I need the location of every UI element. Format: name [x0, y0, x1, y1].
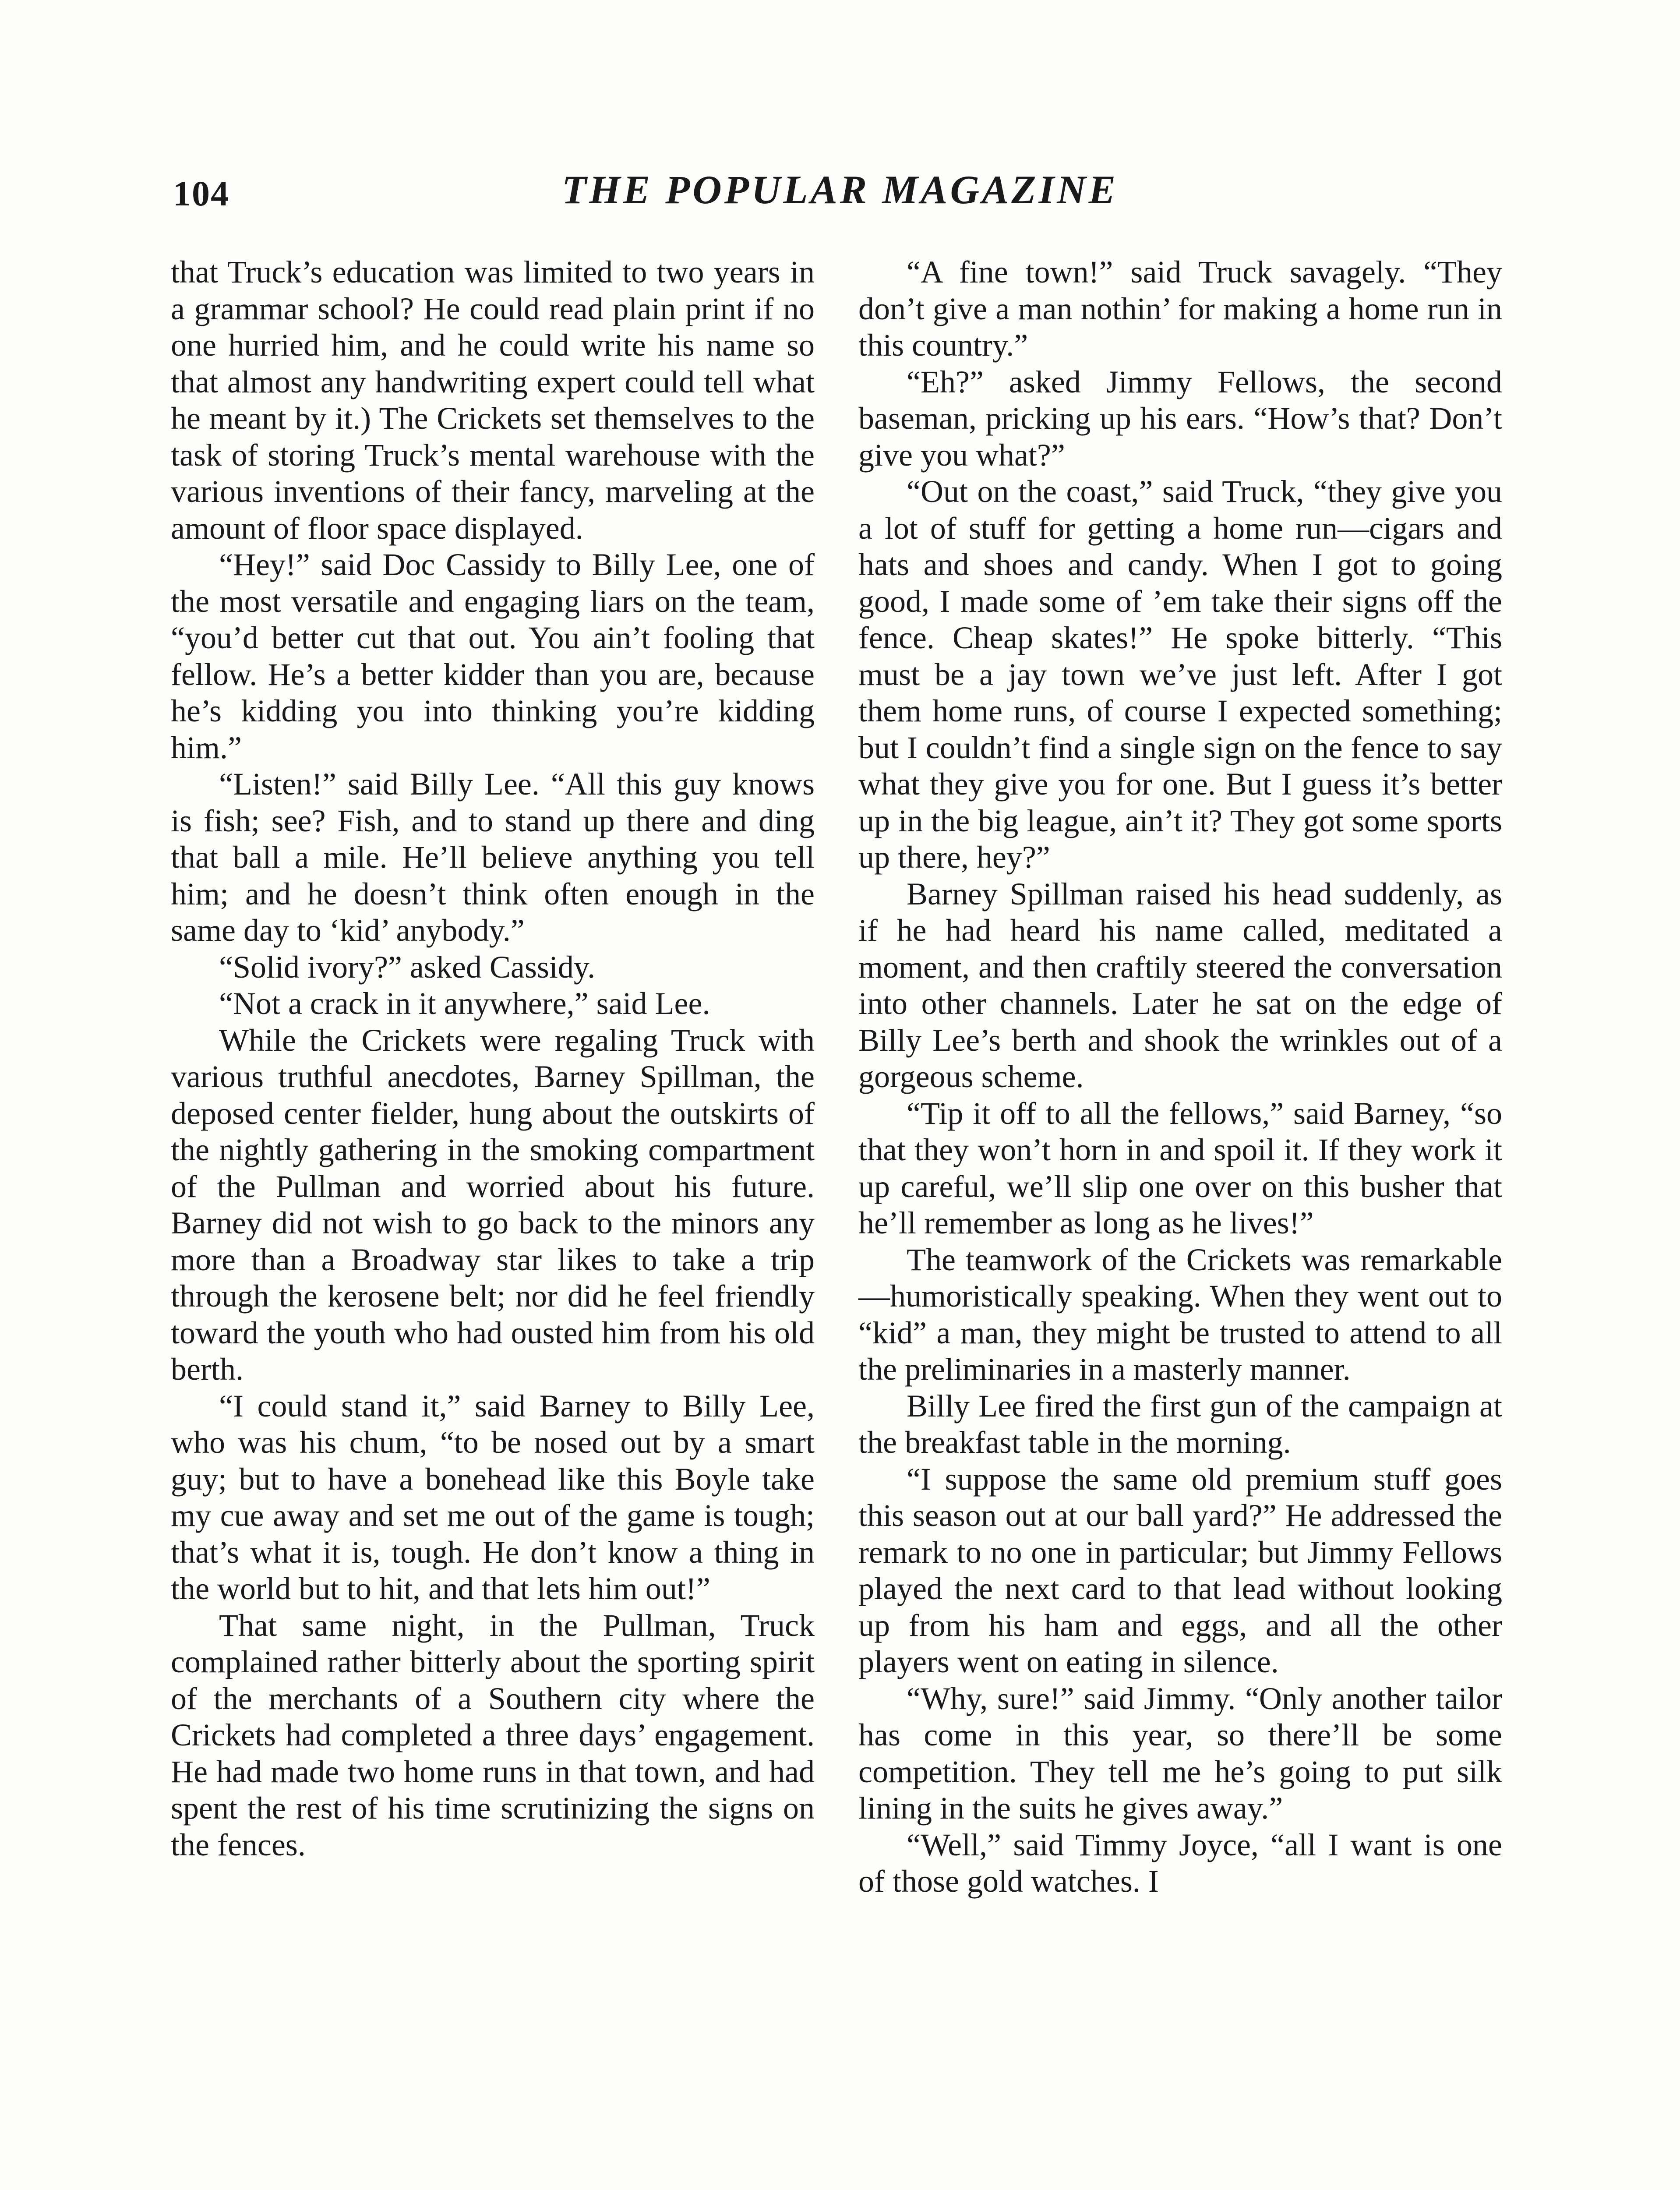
paragraph: “Not a crack in it anywhere,” said Lee. — [219, 986, 710, 1021]
paragraph: That same night, in the Pullman, Truck complained rather bitterly about the sporting spirit of the merchants of a Southern city where the Crickets had completed a three days’ engagement. He had made two home runs in that town, and had spent the rest of his time scrutinizing the signs on the fences. — [171, 1607, 815, 1862]
left-column — [171, 254, 815, 1863]
paragraph: “I suppose the same old premium stuff goes this season out at our ball yard?” He addressed the remark to no one in particular; but Jimmy Fellows played the next card to that lead without looking up from his ham and eggs, and all the other players went on eating in silence. — [858, 1461, 1502, 1679]
paragraph: “Out on the coast,” said Truck, “they give you a lot of stuff for getting a home run—cigars and hats and shoes and candy. When I got to going good, I made some of ’em take their signs off the fence. Cheap skates!” He spoke bitterly. “This must be a jay town we’ve just left. After I got them home runs, of course I expected something; but I couldn’t find a single sign on the fence to say what they give you for one. But I guess it’s better up in the big league, ain’t it? They got some sports up there, hey?” — [858, 474, 1502, 875]
right-column — [858, 254, 1502, 1900]
paragraph: “Tip it off to all the fellows,” said Barney, “so that they won’t horn in and spoil it. If they work it up careful, we’ll slip one over on this busher that he’ll remember as long as he lives!” — [858, 1095, 1502, 1240]
paragraph: The teamwork of the Crickets was remarkable—humoristically speaking. When they went out to “kid” a man, they might be trusted to attend to all the preliminaries in a masterly manner. — [858, 1242, 1502, 1387]
paragraph: “Why, sure!” said Jimmy. “Only another tailor has come in this year, so there’ll be some competition. They tell me he’s going to put silk lining in the suits he gives away.” — [858, 1681, 1502, 1826]
paragraph: “Eh?” asked Jimmy Fellows, the second baseman, pricking up his ears. “How’s that? Don’t give you what?” — [858, 364, 1502, 473]
paragraph: Billy Lee fired the first gun of the campaign at the breakfast table in the morning. — [858, 1388, 1502, 1460]
paragraph: “A fine town!” said Truck savagely. “They don’t give a man nothin’ for making a home run in this country.” — [858, 254, 1502, 363]
paragraph: While the Crickets were regaling Truck with various truthful anecdotes, Barney Spillman, the deposed center fielder, hung about the outskirts of the nightly gathering in the smoking compartment of the Pullman and worried about his future. Barney did not wish to go back to the minors any more than a Broadway star likes to take a trip through the kerosene belt; nor did he feel friendly toward the youth who had ousted him from his old berth. — [171, 1022, 815, 1387]
page-number: 104 — [173, 173, 229, 213]
paragraph: “Solid ivory?” asked Cassidy. — [219, 949, 596, 985]
paragraph: “Listen!” said Billy Lee. “All this guy knows is fish; see? Fish, and to stand up there and ding that ball a mile. He’ll believe anything you tell him; and he doesn’t think often enough in the same day to ‘kid’ anybody.” — [171, 766, 815, 948]
paragraph: “I could stand it,” said Barney to Billy Lee, who was his chum, “to be nosed out by a smart guy; but to have a bonehead like this Boyle take my cue away and set me out of the game is tough; that’s what it is, tough. He don’t know a thing in the world but to hit, and that lets him out!” — [171, 1388, 815, 1606]
paragraph: that Truck’s education was limited to two years in a grammar school? He could read plain print if no one hurried him, and he could write his name so that almost any handwriting expert could tell what he meant by it.) The Crickets set themselves to the task of storing Truck’s mental warehouse with the various inventions of their fancy, marveling at the amount of floor space displayed. — [171, 254, 815, 546]
paragraph: “Hey!” said Doc Cassidy to Billy Lee, one of the most versatile and engaging liars on the team, “you’d better cut that out. You ain’t fooling that fellow. He’s a better kidder than you are, because he’s kidding you into thinking you’re kidding him.” — [171, 547, 815, 765]
paragraph: Barney Spillman raised his head suddenly, as if he had heard his name called, meditated a moment, and then craftily steered the conversation into other channels. Later he sat on the edge of Billy Lee’s berth and shook the wrinkles out of a gorgeous scheme. — [858, 876, 1502, 1094]
paragraph: “Well,” said Timmy Joyce, “all I want is one of those gold watches. I — [858, 1827, 1502, 1899]
running-title: THE POPULAR MAGAZINE — [561, 167, 1119, 212]
